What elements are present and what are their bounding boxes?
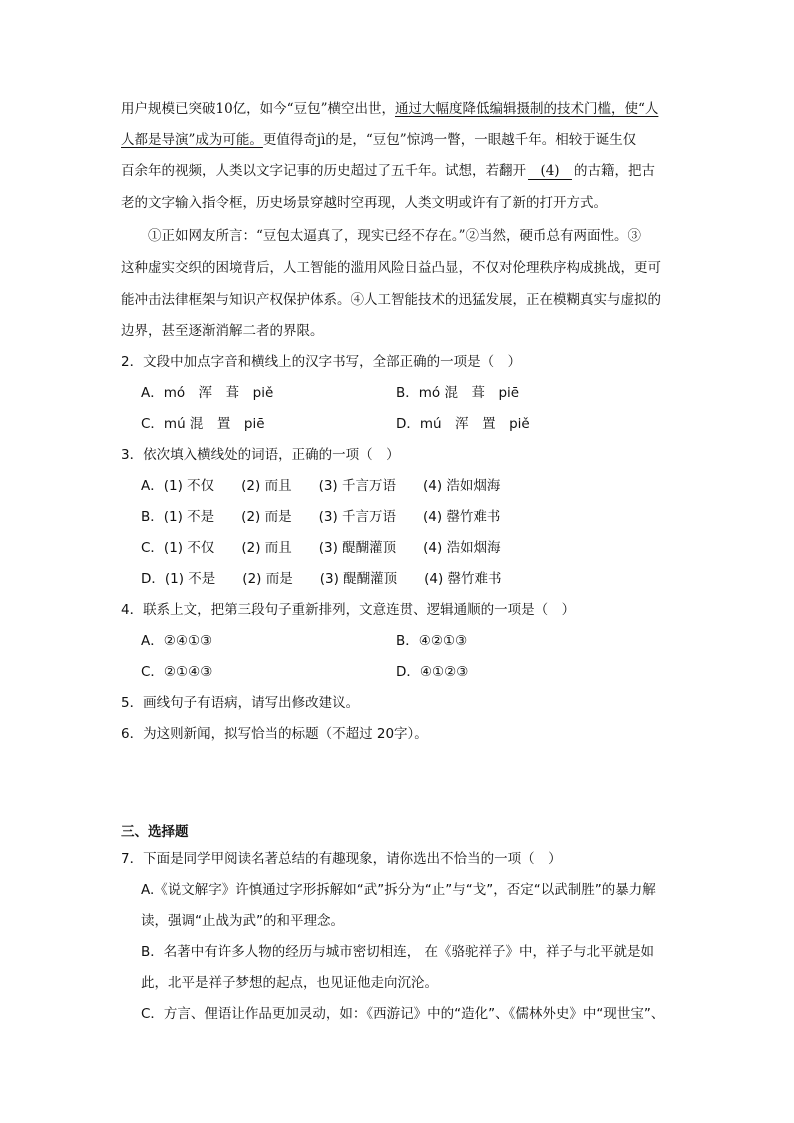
passage-text: 的古籍，把古 [574, 163, 655, 179]
question-4-option-d[interactable]: D．④①②③ [396, 664, 469, 680]
passage-text: 更值得奇jì的是，“豆包”惊鸿一瞥，一眼越千年。相较于诞生仅 [262, 132, 637, 148]
question-7-option-b-cont: 此，北平是祥子梦想的起点，也见证他走向沉沦。 [141, 975, 438, 991]
passage-text: 这种虚实交织的困境背后，人工智能的滥用风险日益凸显，不仅对伦理秩序构成挑战，更可 [121, 260, 661, 276]
passage2-line-1 [148, 226, 641, 246]
question-3-option-d[interactable]: D．(1) 不是 (2) 而是 (3) 醍醐灌顶 (4) 罄竹难书 [141, 571, 502, 587]
question-3-option-a[interactable]: A．(1) 不仅 (2) 而且 (3) 千言万语 (4) 浩如烟海 [141, 478, 501, 494]
question-2-option-b[interactable]: B．mó 混 葺 piē [396, 385, 520, 401]
option-text: A.《说文解字》许慎通过字形拆解如“武”拆分为“止”与“戈”，否定“以武制胜”的暴力解 [141, 882, 656, 898]
underlined-sentence: 通过大幅度降低编辑摄制的技术门槛，使“人 [394, 101, 659, 117]
question-2-option-c[interactable]: C．mú 混 置 piē [141, 416, 265, 432]
passage-text: 老的文字输入指令框，历史场景穿越时空再现，人类文明或许有了新的打开方式。 [121, 195, 607, 211]
question-7-stem: 7．下面是同学甲阅读名著总结的有趣现象，请你选出不恰当的一项（ ） [121, 851, 562, 867]
passage-line-3 [121, 161, 655, 181]
option-text: B．名著中有许多人物的经历与城市密切相连， 在《骆驼祥子》中，祥子与北平就是如 [141, 944, 655, 960]
question-7-option-a-cont: 读，强调“止战为武”的和平理念。 [141, 913, 344, 929]
question-4-option-a[interactable]: A．②④①③ [141, 633, 213, 649]
passage2-line-4 [121, 321, 324, 341]
passage2-line-3 [121, 290, 661, 310]
question-2-option-a[interactable]: A．mó 浑 葺 piě [141, 385, 274, 401]
question-7-option-c[interactable] [141, 1004, 664, 1024]
passage-line-2 [121, 130, 636, 150]
passage-text: 能冲击法律框架与知识产权保护体系。④人工智能技术的迅猛发展，正在模糊真实与虚拟的 [121, 292, 661, 308]
passage-text: 百余年的视频，人类以文字记事的历史超过了五千年。试想，若翻开 [121, 163, 526, 179]
passage-text: ①正如网友所言：“豆包太逼真了，现实已经不存在。”②当然，硬币总有两面性。③ [148, 228, 642, 244]
question-2-option-d[interactable]: D．mú 浑 置 piě [396, 416, 530, 432]
question-3-option-c[interactable]: C．(1) 不仅 (2) 而且 (3) 醍醐灌顶 (4) 浩如烟海 [141, 540, 501, 556]
question-4-stem: 4．联系上文，把第三段句子重新排列，文意连贯、逻辑通顺的一项是（ ） [121, 602, 576, 618]
question-4-option-c[interactable]: C．②①④③ [141, 664, 213, 680]
question-4-option-b[interactable]: B．④②①③ [396, 633, 468, 649]
fill-blank-4: (4) [528, 163, 572, 180]
passage-line-4 [121, 193, 607, 213]
passage2-line-2 [121, 258, 661, 278]
passage-line-1 [121, 99, 658, 119]
section-title: 三、选择题 [121, 824, 189, 840]
underlined-sentence: 人都是导演”成为可能。 [121, 132, 263, 148]
option-text: C．方言、俚语让作品更加灵动，如：《西游记》中的“造化”、《儒林外史》中“现世宝”、 [141, 1006, 665, 1022]
question-5-stem: 5．画线句子有语病，请写出修改建议。 [121, 695, 360, 711]
question-7-option-a[interactable] [141, 880, 656, 900]
question-3-option-b[interactable]: B．(1) 不是 (2) 而是 (3) 千言万语 (4) 罄竹难书 [141, 509, 501, 525]
question-7-option-b[interactable] [141, 942, 654, 962]
question-2-stem: 2．文段中加点字音和横线上的汉字书写，全部正确的一项是（ ） [121, 354, 522, 370]
passage-text: 边界，甚至逐渐消解二者的界限。 [121, 323, 324, 339]
question-6-stem: 6．为这则新闻，拟写恰当的标题（不超过 20字）。 [121, 726, 428, 742]
passage-text: 用户规模已突破10亿，如今“豆包”横空出世， [121, 101, 395, 117]
question-3-stem: 3．依次填入横线处的词语，正确的一项（ ） [121, 447, 400, 463]
